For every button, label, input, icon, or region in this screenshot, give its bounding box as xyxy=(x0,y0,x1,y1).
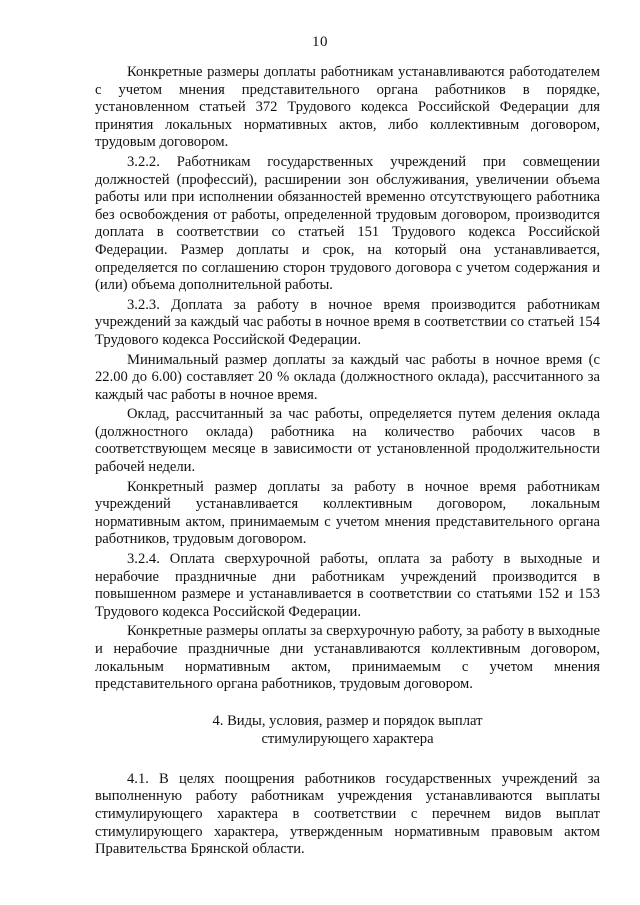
page-number: 10 xyxy=(312,34,328,50)
paragraph-3-2-4: 3.2.4. Оплата сверхурочной работы, оплата за работу в выходные и нерабочие праздничные дни работникам учреждений производится в повышенном размере и устанавливается в соответствии со статьями 152 и 153 Трудового кодекса Российской Федерации. xyxy=(95,551,600,620)
paragraph-3-2-3: 3.2.3. Доплата за работу в ночное время производится работникам учреждений за каждый час работы в ночное время в соответствии со статьей 154 Трудового кодекса Российской Федерации. xyxy=(95,296,600,348)
section-heading-line1: 4. Виды, условия, размер и порядок выплат xyxy=(212,712,483,729)
paragraph-night-minimum: Минимальный размер доплаты за каждый час работы в ночное время (с 22.00 до 6.00) составляет 20 % оклада (должностного оклада), рассчитанного за каждый час работы в ночное время. xyxy=(95,351,600,403)
section-heading xyxy=(95,712,600,749)
section-heading-line2: стимулирующего характера xyxy=(261,731,434,748)
paragraph-overtime-specific: Конкретные размеры оплаты за сверхурочную работу, за работу в выходные и нерабочие праздничные дни устанавливаются коллективным договором, локальным нормативным актом, принимаемым с учетом мнения представительного органа работников, трудовым договором. xyxy=(95,623,600,693)
paragraph-hourly-salary: Оклад, рассчитанный за час работы, определяется путем деления оклада (должностного оклада) работника на количество рабочих часов в соответствующем месяце в зависимости от установленной продолжительности рабочей недели. xyxy=(95,406,600,476)
document-body xyxy=(95,64,600,861)
paragraph-3-2-2: 3.2.2. Работникам государственных учреждений при совмещении должностей (профессий), расширении зон обслуживания, увеличении объема работы или при исполнении обязанностей временно отсутствующего работника без освобождения от работы, определенной трудовым договором, производится доплата в соответствии со статьей 151 Трудового кодекса Российской Федерации. Размер доплаты и срок, на который она устанавливается, определяется по соглашению сторон трудового договора с учетом содержания и (или) объема дополнительной работы. xyxy=(95,153,600,294)
paragraph-night-specific: Конкретный размер доплаты за работу в ночное время работникам учреждений устанавливается коллективным договором, локальным нормативным актом, принимаемым с учетом мнения представительного органа работников, трудовым договором. xyxy=(95,478,600,548)
paragraph-additional-payment-size: Конкретные размеры доплаты работникам устанавливаются работодателем с учетом мнения представительного органа работников в порядке, установленном статьей 372 Трудового кодекса Российской Федерации для принятия локальных нормативных актов, либо коллективным договором, трудовым договором. xyxy=(95,64,600,151)
paragraph-4-1: 4.1. В целях поощрения работников государственных учреждений за выполненную работу работникам учреждения устанавливаются выплаты стимулирующего характера в соответствии с перечнем видов выплат стимулирующего характера, утвержденным нормативным правовым актом Правительства Брянской области. xyxy=(95,770,600,858)
